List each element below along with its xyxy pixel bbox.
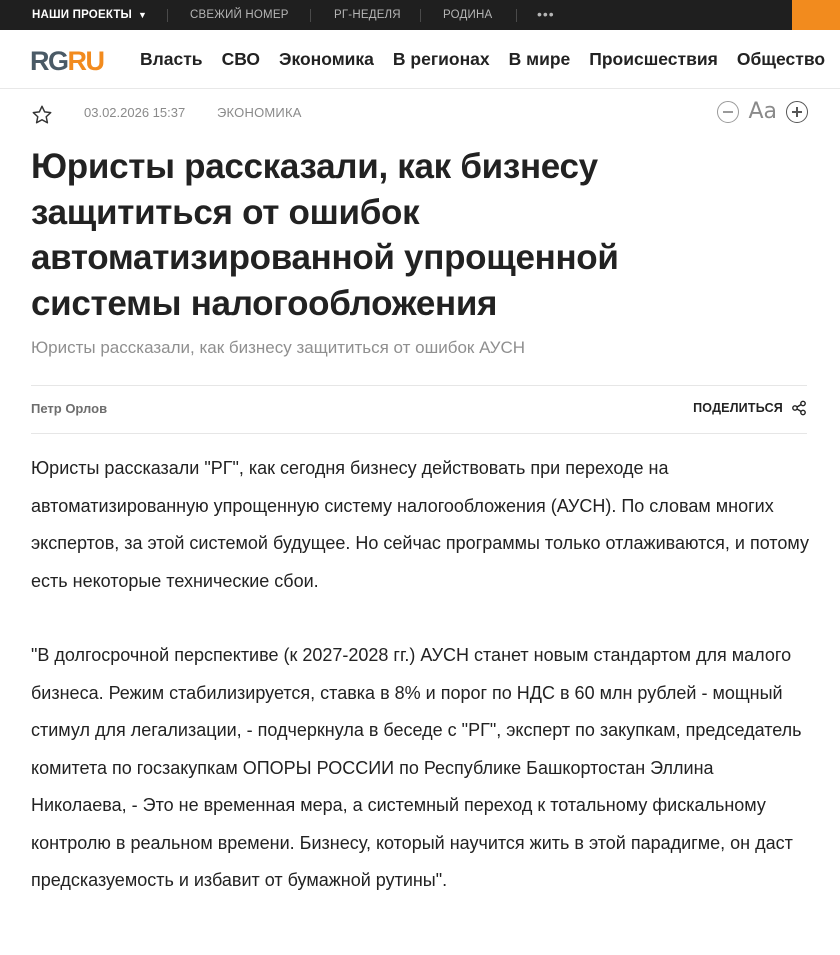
article-paragraph: Юристы рассказали "РГ", как сегодня бизнесу действовать при переходе на автоматизированную упрощенную систему налогообложения (АУСН). По словам многих экспертов, за этой системой будущее. Но сейчас программы только отлаживаются, и потому есть некоторые технические сбои. — [31, 458, 809, 591]
our-projects-label: НАШИ ПРОЕКТЫ — [32, 9, 133, 21]
more-icon[interactable]: ••• — [537, 6, 555, 22]
share-icon — [791, 400, 807, 416]
top-bar — [0, 0, 840, 30]
divider — [310, 9, 311, 22]
divider — [167, 9, 168, 22]
article-body — [31, 450, 811, 937]
bookmark-star-icon[interactable] — [31, 104, 53, 126]
article-meta — [0, 89, 840, 141]
font-decrease-icon[interactable] — [717, 101, 739, 123]
nav-item-regions[interactable]: В регионах — [392, 48, 490, 69]
author-link[interactable]: Петр Орлов — [31, 401, 108, 416]
chevron-down-icon: ▼ — [138, 10, 148, 20]
nav-menu — [140, 30, 840, 88]
link-rg-week[interactable]: РГ-НЕДЕЛЯ — [334, 9, 401, 21]
nav-item-incidents[interactable]: Происшествия — [589, 48, 718, 69]
nav-item-society[interactable]: Общество — [736, 48, 826, 69]
share-label: ПОДЕЛИТЬСЯ — [693, 401, 783, 415]
main-nav — [0, 30, 840, 89]
nav-item-world[interactable]: В мире — [508, 48, 571, 69]
font-increase-icon[interactable] — [786, 101, 808, 123]
rg-logo[interactable] — [30, 46, 104, 76]
article-paragraph: "В долгосрочной перспективе (к 2027-2028 гг.) АУСН станет новым стандартом для малого бизнеса. Режим стабилизируется, ставка в 8% и порог по НДС в 60 млн рублей - мощный стимул для легализации, - подчеркнула в беседе с "РГ", эксперт по закупкам, председатель комитета по госзакупкам ОПОРЫ РОССИИ по Республике Башкортостан Эллина Николаева, - Это не временная мера, а системный переход к тотальному фискальному контролю в реальном времени. Бизнесу, который научится жить в этой парадигме, он даст предсказуемость и избавит от бумажной рутины". — [31, 645, 802, 890]
orange-button[interactable] — [792, 0, 840, 30]
font-size-label: Аа — [748, 99, 777, 124]
article-title: Юристы рассказали, как бизнесу защититься от ошибок автоматизированной упрощенной системы налогообложения — [31, 147, 619, 323]
nav-item-economy[interactable]: Экономика — [279, 48, 374, 69]
divider — [31, 385, 807, 386]
divider — [516, 9, 517, 22]
rubric-link[interactable]: ЭКОНОМИКА — [217, 105, 302, 120]
article-lead: Юристы рассказали, как бизнесу защититься от ошибок АУСН — [31, 338, 526, 357]
divider — [420, 9, 421, 22]
nav-item-power[interactable]: Власть — [140, 48, 203, 69]
font-size-control — [717, 101, 808, 123]
logo-ru: RU — [67, 46, 104, 76]
our-projects-menu[interactable] — [32, 0, 147, 30]
link-rodina[interactable]: РОДИНА — [443, 9, 493, 21]
publish-date: 03.02.2026 15:37 — [84, 105, 186, 120]
nav-item-svo[interactable]: СВО — [221, 48, 261, 69]
logo-rg: RG — [30, 46, 68, 76]
link-fresh-issue[interactable]: СВЕЖИЙ НОМЕР — [190, 9, 289, 21]
share-button[interactable] — [693, 400, 807, 416]
divider — [31, 433, 807, 434]
